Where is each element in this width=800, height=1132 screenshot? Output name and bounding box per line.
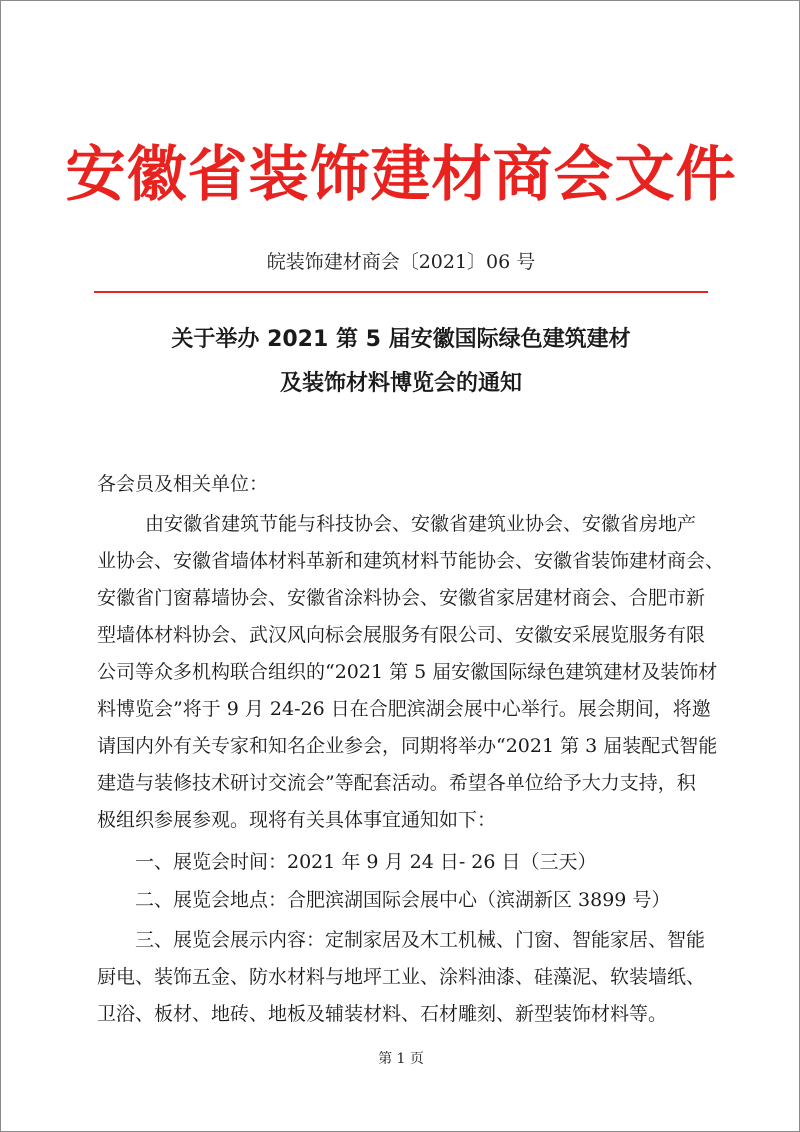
body-line: 厨电、装饰五金、防水材料与地坪工业、涂料油漆、硅藻泥、软装墙纸、 [97, 966, 706, 988]
list-item-location: 二、展览会地点：合肥滨湖国际会展中心（滨湖新区 3899 号） [135, 889, 671, 911]
red-divider-line [94, 291, 708, 293]
body-line: 极组织参展参观。现将有关具体事宜通知如下： [97, 809, 497, 831]
body-line: 由安徽省建筑节能与科技协会、安徽省建筑业协会、安徽省房地产 [145, 513, 697, 535]
page-number: 第 1 页 [378, 1051, 424, 1067]
letterhead-title: 安徽省装饰建材商会文件 [65, 140, 737, 210]
body-line: 安徽省门窗幕墙协会、安徽省涂料协会、安徽省家居建材商会、合肥市新 [97, 587, 706, 609]
list-item-time: 一、展览会时间：2021 年 9 月 24 日- 26 日（三天） [135, 851, 597, 873]
salutation: 各会员及相关单位： [97, 473, 269, 495]
body-line: 卫浴、板材、地砖、地板及辅装材料、石材雕刻、新型装饰材料等。 [97, 1003, 668, 1025]
notice-title-line-2: 及装饰材料博览会的通知 [279, 371, 522, 396]
list-item-content: 三、展览会展示内容：定制家居及木工机械、门窗、智能家居、智能 [135, 929, 706, 951]
body-line: 建造与装修技术研讨交流会”等配套活动。希望各单位给予大力支持，积 [97, 772, 696, 794]
body-line: 型墙体材料协会、武汉风向标会展服务有限公司、安徽安采展览服务有限 [97, 624, 706, 646]
body-line: 请国内外有关专家和知名企业参会，同期将举办“2021 第 3 届装配式智能 [97, 735, 718, 757]
body-line: 公司等众多机构联合组织的“2021 第 5 届安徽国际绿色建筑建材及装饰材 [97, 661, 718, 683]
document-number: 皖装饰建材商会〔2021〕06 号 [266, 251, 536, 273]
body-line: 料博览会”将于 9 月 24-26 日在合肥滨湖会展中心举行。展会期间，将邀 [97, 698, 711, 720]
body-line: 业协会、安徽省墙体材料革新和建筑材料节能协会、安徽省装饰建材商会、 [97, 550, 725, 572]
notice-title-line-1: 关于举办 2021 第 5 届安徽国际绿色建筑建材 [171, 327, 631, 352]
